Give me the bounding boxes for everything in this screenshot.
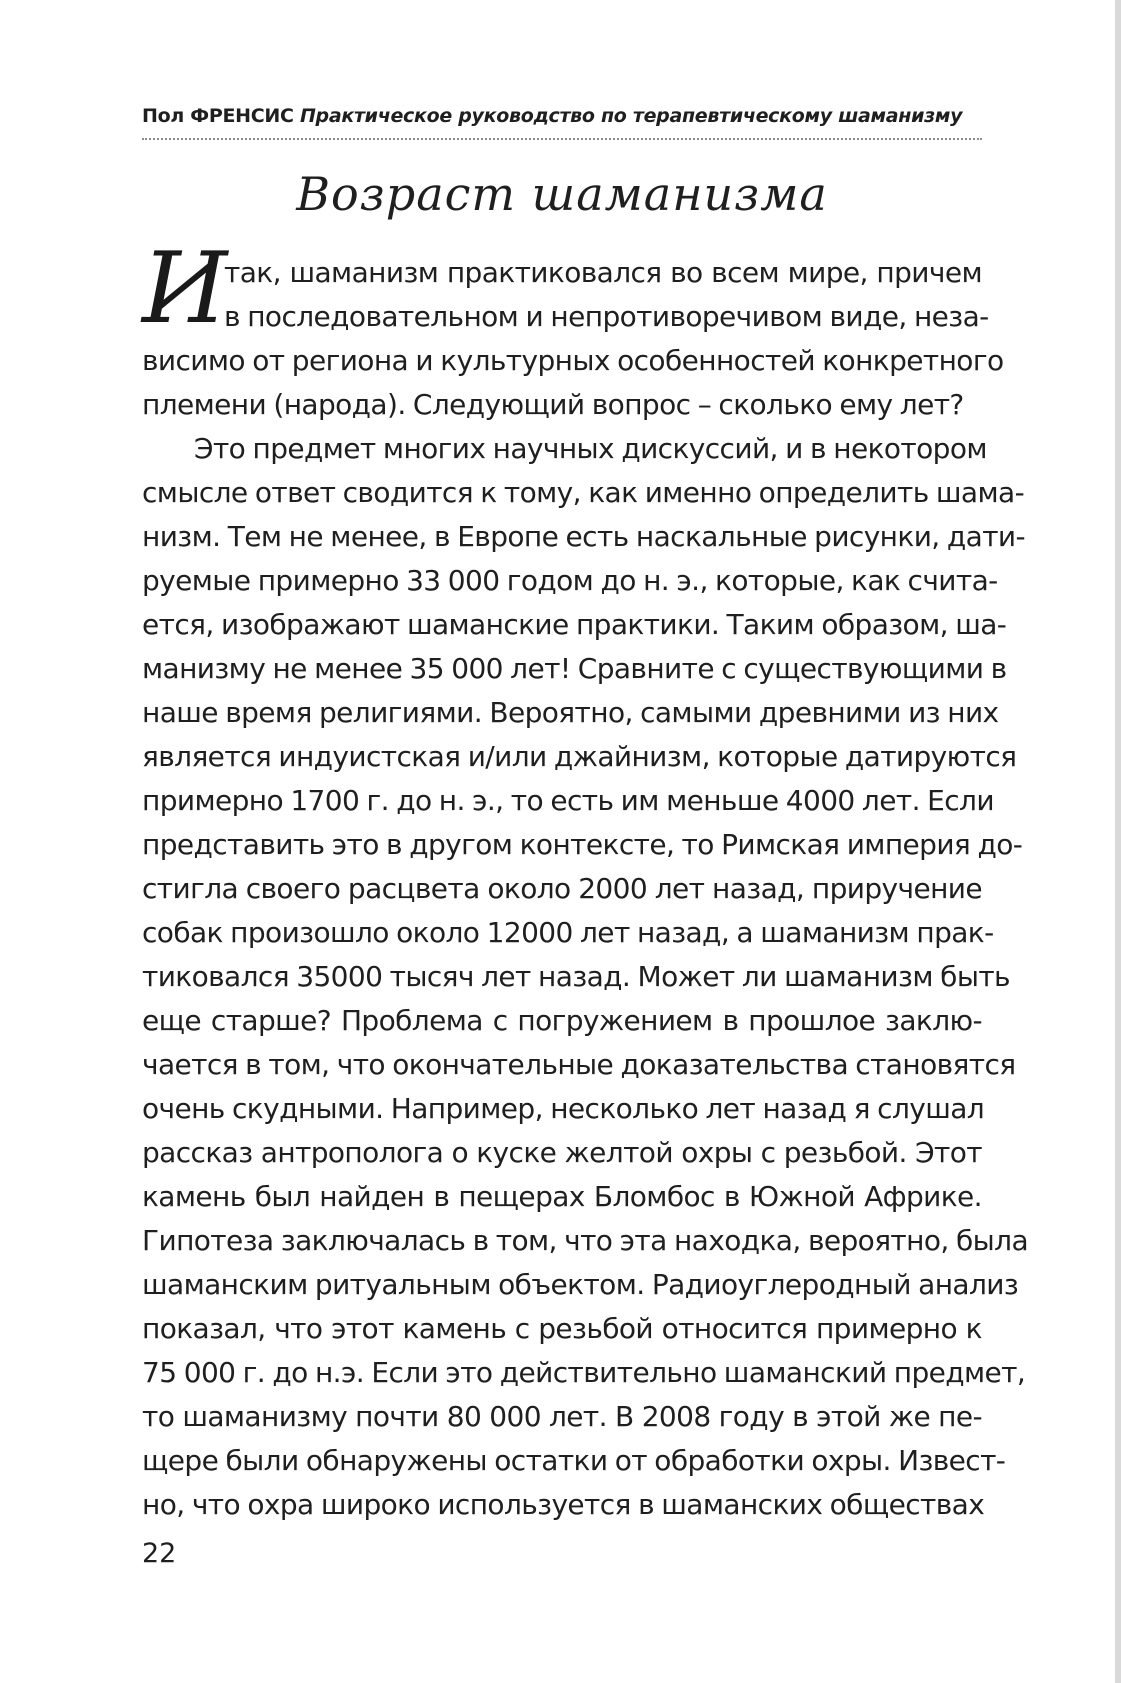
text-line: камень был найден в пещерах Бломбос в Южной Африке. bbox=[142, 1180, 982, 1213]
text-line: очень скудными. Например, несколько лет назад я слушал bbox=[142, 1092, 985, 1125]
text-line: является индуистская и/или джайнизм, которые датируются bbox=[142, 740, 1017, 773]
text-line: ется, изображают шаманские практики. Таким образом, ша- bbox=[142, 608, 1007, 641]
text-line: в последовательном и непротиворечивом виде, неза- bbox=[224, 300, 989, 333]
text-line: примерно 1700 г. до н. э., то есть им меньше 4000 лет. Если bbox=[142, 784, 994, 817]
chapter-body bbox=[142, 251, 1029, 1527]
header-author: Пол ФРЕНСИС bbox=[142, 105, 294, 127]
header-dotted-rule bbox=[142, 138, 982, 140]
text-line: смысле ответ сводится к тому, как именно определить шама- bbox=[142, 476, 1025, 509]
text-line: показал, что этот камень с резьбой относится примерно к bbox=[142, 1312, 982, 1345]
text-line: так, шаманизм практиковался во всем мире, причем bbox=[224, 256, 982, 289]
text-line: еще старше? Проблема с погружением в прошлое заклю- bbox=[142, 1004, 982, 1037]
text-line: то шаманизму почти 80 000 лет. В 2008 году в этой же пе- bbox=[142, 1400, 982, 1433]
text-line: собак произошло около 12000 лет назад, а шаманизм прак- bbox=[142, 916, 994, 949]
text-line: Гипотеза заключалась в том, что эта находка, вероятно, была bbox=[142, 1224, 1029, 1257]
text-line: но, что охра широко используется в шаманских обществах bbox=[142, 1488, 985, 1521]
text-line: представить это в другом контексте, то Римская империя до- bbox=[142, 828, 1023, 861]
text-line: племени (народа). Следующий вопрос – сколько ему лет? bbox=[142, 388, 964, 421]
text-line: висимо от региона и культурных особенностей конкретного bbox=[142, 344, 1004, 377]
text-line: рассказ антрополога о куске желтой охры с резьбой. Этот bbox=[142, 1136, 982, 1169]
text-line: Это предмет многих научных дискуссий, и в некотором bbox=[194, 432, 987, 465]
header-book-title: Практическое руководство по терапевтическому шаманизму bbox=[299, 105, 963, 127]
page-number: 22 bbox=[142, 1538, 177, 1569]
text-line: тиковался 35000 тысяч лет назад. Может ли шаманизм быть bbox=[142, 960, 1010, 993]
text-line: манизму не менее 35 000 лет! Сравните с существующими в bbox=[142, 652, 1007, 685]
text-line: щере были обнаружены остатки от обработки охры. Извест- bbox=[142, 1444, 1006, 1477]
chapter-title: Возраст шаманизма bbox=[296, 167, 828, 221]
drop-cap-letter: И bbox=[142, 232, 228, 346]
text-line: чается в том, что окончательные доказательства становятся bbox=[142, 1048, 1016, 1081]
text-line: шаманским ритуальным объектом. Радиоуглеродный анализ bbox=[142, 1268, 1019, 1301]
text-line: руемые примерно 33 000 годом до н. э., которые, как счита- bbox=[142, 564, 998, 597]
text-line: стигла своего расцвета около 2000 лет назад, приручение bbox=[142, 872, 982, 905]
page-edge-shadow bbox=[1115, 0, 1121, 1683]
text-line: 75 000 г. до н.э. Если это действительно шаманский предмет, bbox=[142, 1356, 1026, 1389]
running-header bbox=[142, 104, 982, 128]
text-line: наше время религиями. Вероятно, самыми древними из них bbox=[142, 696, 999, 729]
text-line: низм. Тем не менее, в Европе есть наскальные рисунки, дати- bbox=[142, 520, 1026, 553]
